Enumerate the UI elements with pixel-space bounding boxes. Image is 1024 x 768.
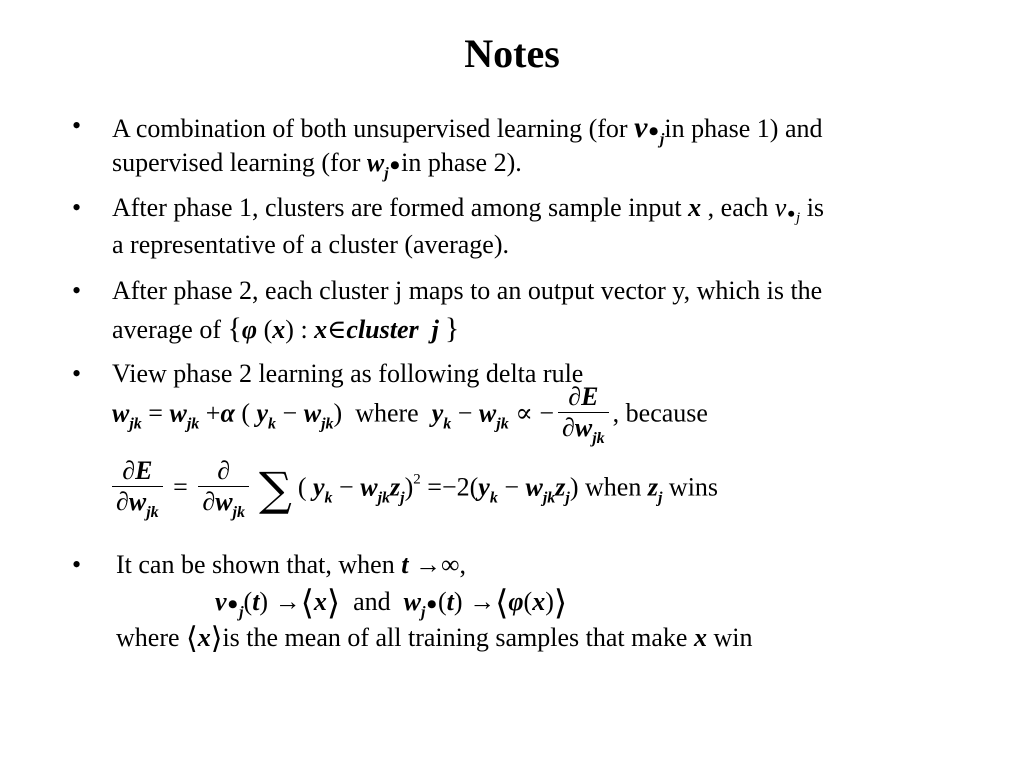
bullet-1-text-b: in phase 1) and bbox=[664, 114, 823, 143]
math-E: E bbox=[135, 456, 153, 485]
math-sub-k: k bbox=[443, 415, 452, 433]
math-y: y bbox=[256, 398, 269, 428]
math-t: t bbox=[446, 587, 454, 616]
math-sum: ∑ bbox=[258, 462, 292, 517]
math-dot: • bbox=[426, 588, 437, 621]
math-sub-j: j bbox=[384, 165, 389, 182]
math-alpha: α bbox=[220, 398, 235, 428]
math-E: E bbox=[581, 382, 599, 411]
math-rangle: ⟩ bbox=[326, 583, 341, 623]
bullet-3-text-a: average of bbox=[112, 315, 228, 344]
math-w: w bbox=[303, 398, 322, 428]
math-arrow: → bbox=[274, 587, 301, 616]
math-x: x bbox=[688, 193, 702, 222]
math-w: w bbox=[169, 398, 187, 428]
math-w: w bbox=[215, 487, 233, 516]
math-w: w bbox=[112, 398, 130, 428]
math-sub-j: j bbox=[657, 489, 663, 507]
math-rangle: ⟩ bbox=[210, 621, 223, 656]
math-w: w bbox=[360, 472, 378, 502]
math-partial: ∂ bbox=[202, 487, 216, 516]
math-sub-jk: jk bbox=[496, 415, 509, 433]
math-y: y bbox=[478, 472, 490, 502]
math-cluster: cluster bbox=[346, 315, 419, 344]
bullet-3-marker: • bbox=[72, 276, 82, 305]
math-sub-jk: jk bbox=[129, 415, 142, 433]
where-label: where bbox=[355, 398, 419, 428]
math-sub-jk: jk bbox=[377, 489, 391, 507]
math-t: t bbox=[252, 587, 260, 616]
math-langle: ⟨ bbox=[186, 621, 198, 656]
slide-title: Notes bbox=[464, 31, 560, 76]
fraction-dE-dw bbox=[558, 384, 609, 447]
math-sub-k: k bbox=[268, 415, 277, 433]
math-w: w bbox=[366, 148, 385, 177]
math-j: j bbox=[431, 315, 439, 344]
math-z: z bbox=[647, 472, 658, 502]
math-langle: ⟨ bbox=[300, 583, 314, 623]
math-v: v bbox=[774, 193, 787, 222]
bullet-1-marker: • bbox=[72, 111, 82, 140]
bullet-4-line-1: View phase 2 learning as following delta rule bbox=[112, 359, 584, 388]
math-arrow: → bbox=[469, 587, 496, 616]
math-elem: ∈ bbox=[327, 315, 347, 344]
math-w: w bbox=[478, 398, 497, 428]
math-z: z bbox=[555, 472, 566, 502]
math-w: w bbox=[574, 413, 593, 442]
math-w: w bbox=[128, 487, 147, 516]
math-sub-jk: jk bbox=[186, 415, 200, 433]
math-sub-j: j bbox=[659, 131, 665, 148]
where-label: where bbox=[116, 623, 180, 652]
math-lbrace: { bbox=[227, 312, 242, 345]
math-langle: ⟨ bbox=[495, 583, 509, 623]
math-v: v bbox=[634, 111, 648, 144]
math-sup-2: 2 bbox=[413, 471, 421, 488]
math-x: x bbox=[313, 587, 327, 616]
math-y: y bbox=[431, 398, 444, 428]
and-label: and bbox=[353, 587, 391, 616]
bullet-1-text-d: in phase 2). bbox=[401, 148, 522, 177]
math-dot: • bbox=[787, 201, 796, 226]
math-propto: ∝ bbox=[515, 398, 533, 428]
math-dot: • bbox=[389, 149, 401, 182]
fraction-d-dw bbox=[198, 458, 249, 521]
bullet-5-marker: • bbox=[72, 550, 82, 579]
when-label: ) when bbox=[569, 472, 648, 502]
math-phi: φ bbox=[241, 315, 258, 344]
delta-rule-equation: $w_{jk} = w_{jk} +\alpha$ ( $y_k - w_{jk}$) where $y_k - w_{jk}$ ∝ − $\frac{\partial E}{\partial w_{jk}}$ , because bbox=[112, 382, 708, 447]
math-y: y bbox=[313, 472, 325, 502]
math-sub-j: j bbox=[400, 489, 405, 507]
math-rangle: ⟩ bbox=[553, 583, 568, 623]
math-x: x bbox=[532, 587, 546, 616]
math-x: x bbox=[693, 623, 707, 652]
bullet-1-line-2 bbox=[112, 150, 522, 182]
wins-label: wins bbox=[662, 472, 719, 502]
bullet-5-text-a: It can be shown that, when bbox=[116, 550, 402, 579]
math-partial: ∂ bbox=[217, 456, 231, 485]
bullet-3-line-2: average of {φ (x) : x∈cluster j } bbox=[112, 312, 460, 345]
math-arrow: → bbox=[414, 550, 441, 579]
because-label: , because bbox=[612, 398, 708, 428]
math-partial: ∂ bbox=[122, 456, 136, 485]
bullet-1-line-1 bbox=[112, 113, 822, 148]
bullet-1-text-a: A combination of both unsupervised learning (for bbox=[112, 114, 635, 143]
math-sub-jk: jk bbox=[321, 415, 334, 433]
math-partial: ∂ bbox=[116, 487, 129, 516]
math-x: x bbox=[272, 315, 286, 344]
bullet-3-line-1: After phase 2, each cluster j maps to an output vector y, which is the bbox=[112, 276, 823, 305]
bullet-4-marker: • bbox=[72, 359, 82, 388]
math-z: z bbox=[390, 472, 401, 502]
math-t: t bbox=[401, 550, 409, 579]
bullet-2-text-a: After phase 1, clusters are formed among sample input bbox=[112, 193, 689, 222]
math-sub-jk: jk bbox=[232, 504, 245, 521]
math-w: w bbox=[403, 587, 422, 616]
math-rbrace: } bbox=[444, 312, 460, 345]
math-infinity: ∞ bbox=[440, 550, 460, 579]
math-partial: ∂ bbox=[568, 382, 582, 411]
bullet-5-line-3 bbox=[116, 621, 753, 656]
math-x: x bbox=[314, 315, 328, 344]
math-phi: φ bbox=[508, 587, 524, 616]
bullet-5-text-c: win bbox=[706, 623, 753, 652]
math-sub-k: k bbox=[324, 489, 333, 507]
bullet-2-text-b: , each bbox=[701, 193, 775, 222]
math-sub-j: j bbox=[565, 489, 570, 507]
bullet-2-line-2: a representative of a cluster (average). bbox=[112, 230, 509, 259]
math-w: w bbox=[525, 472, 543, 502]
math-dot: • bbox=[648, 115, 659, 148]
math-sub-k: k bbox=[489, 489, 498, 507]
derivative-equation: $\frac{\partial E}{\partial w_{jk}}$ = $\frac{\partial}{\partial w_{jk}}$ ∑ ( $y_k - w_{jk}z_j)^2 =-2(y_k - w_{jk}z_j)$ when $z_j$ wins bbox=[112, 458, 718, 521]
bullet-5-line-1: It can be shown that, when t →∞, bbox=[116, 550, 466, 579]
bullet-1-text-c: supervised learning (for bbox=[112, 148, 367, 177]
bullet-2-marker: • bbox=[72, 193, 82, 222]
bullet-5-line-2: $v•_j(t)$ →⟨x⟩ and $w_j•(t)$ →⟨φ(x)⟩ bbox=[215, 583, 568, 623]
math-minus2: −2( bbox=[441, 472, 479, 502]
math-sub-j: j bbox=[239, 604, 244, 621]
math-sub-j: j bbox=[796, 210, 801, 226]
bullet-2-line-1 bbox=[112, 195, 824, 226]
fraction-dE-dw bbox=[112, 458, 163, 521]
math-dot: • bbox=[227, 588, 239, 621]
math-sub-jk: jk bbox=[542, 489, 556, 507]
bullet-2-text-c: is bbox=[800, 193, 825, 222]
math-partial: ∂ bbox=[562, 413, 575, 442]
math-v: v bbox=[215, 587, 227, 616]
math-sub-jk: jk bbox=[592, 430, 605, 447]
math-sub-j: j bbox=[421, 604, 426, 621]
bullet-5-text-b: is the mean of all training samples that make bbox=[222, 623, 694, 652]
math-x: x bbox=[197, 623, 211, 652]
math-sub-jk: jk bbox=[146, 504, 159, 521]
